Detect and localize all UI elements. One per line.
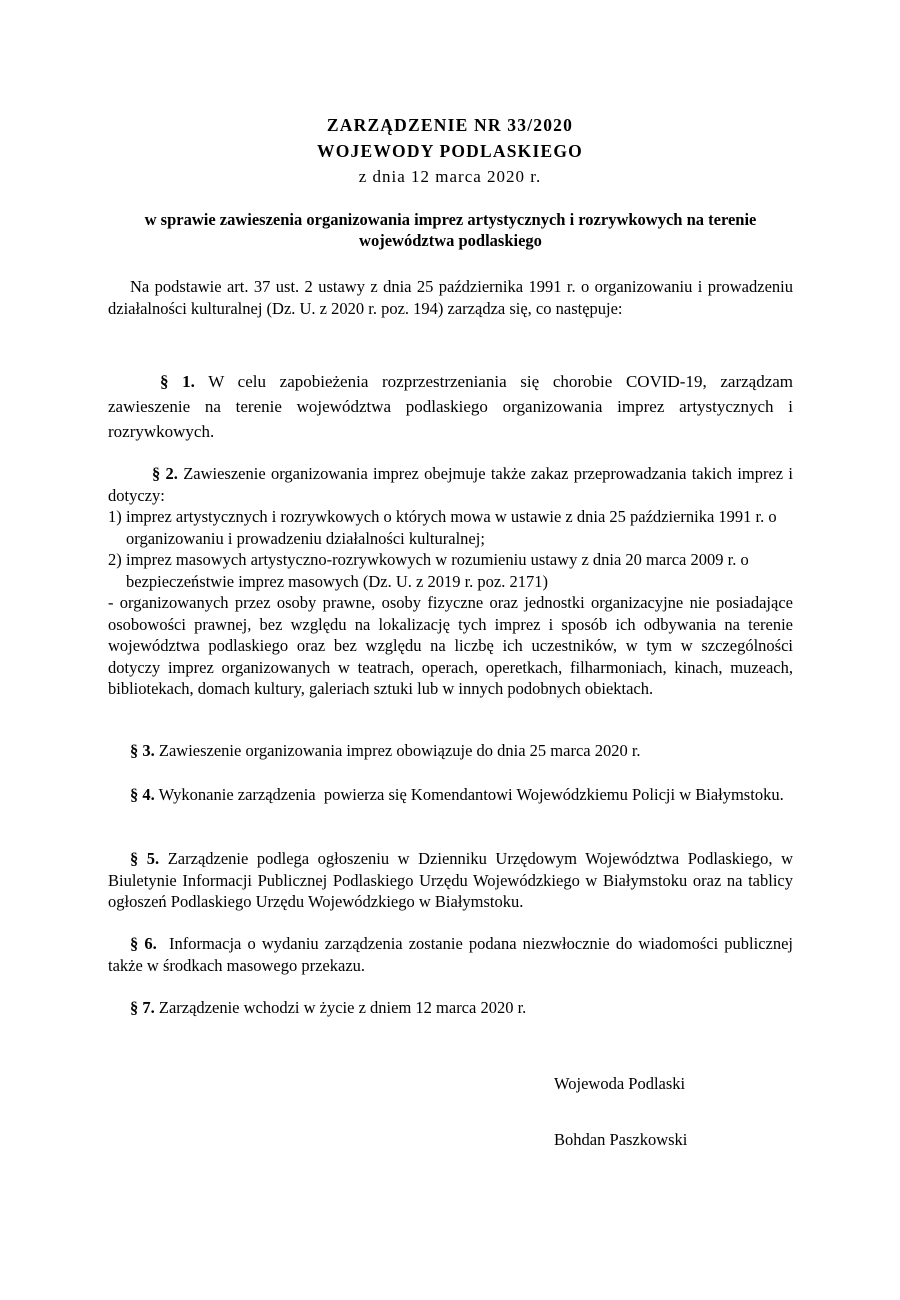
list-item-text: imprez artystycznych i rozrywkowych o których mowa w ustawie z dnia 25 października 1991 r. o organizowaniu i prowadzeniu działalności kulturalnej; (126, 507, 777, 548)
section-mark: § 6. (130, 934, 157, 953)
section-4 (108, 784, 793, 806)
section-3 (108, 740, 793, 762)
section-mark: § 4. (130, 785, 155, 804)
section-mark: § 3. (130, 741, 155, 760)
signatory-name: Bohdan Paszkowski (554, 1130, 688, 1149)
section-text: Wykonanie zarządzenia powierza się Komendantowi Wojewódzkiemu Policji w Białymstoku. (154, 785, 784, 804)
section-text: Zarządzenie wchodzi w życie z dniem 12 marca 2020 r. (154, 998, 527, 1017)
section-5 (108, 848, 793, 913)
signatory-role: Wojewoda Podlaski (554, 1074, 686, 1093)
section-text: Zawieszenie organizowania imprez obejmuje także zakaz przeprowadzania takich imprez i dotyczy: (108, 464, 794, 505)
section-6 (108, 933, 798, 976)
issuer: WOJEWODY PODLASKIEGO (317, 141, 583, 161)
ordinance-number: ZARZĄDZENIE NR 33/2020 (326, 115, 574, 135)
legal-basis-paragraph: Na podstawie art. 37 ust. 2 ustawy z dnia 25 października 1991 r. o organizowaniu i prowadzeniu działalności kulturalnej (Dz. U. z 2020 r. poz. 194) zarządza się, co następuje: (108, 277, 793, 318)
section-mark: § 7. (130, 998, 155, 1017)
section-1 (108, 369, 793, 444)
issue-date: z dnia 12 marca 2020 r. (358, 167, 542, 186)
list-item-number: 2) (108, 550, 122, 569)
section-lead (108, 463, 793, 506)
list-item (108, 506, 793, 549)
section-text: Zarządzenie podlega ogłoszeniu w Dzienniku Urzędowym Województwa Podlaskiego, w Biuletynie Informacji Publicznej Podlaskiego Urzędu Wojewódzkiego w Białymstoku oraz na tablicy ogłoszeń Podlaskiego Urzędu Wojewódzkiego w Białymstoku. (108, 849, 793, 911)
section-text: Zawieszenie organizowania imprez obowiązuje do dnia 25 marca 2020 r. (154, 741, 641, 760)
section-2 (108, 463, 793, 700)
section-mark: § 1. (160, 372, 195, 391)
list-item (108, 549, 793, 592)
section-2-scope-text: - organizowanych przez osoby prawne, osoby fizyczne oraz jednostki organizacyjne nie posiadające osobowości prawnej, bez względu na lokalizację tych imprez i sposób ich odbywania na terenie województwa podlaskiego oraz bez względu na liczbę ich uczestników, w tym w szczególności dotyczy imprez organizowanych w teatrach, operach, operetkach, filharmoniach, kinach, muzeach, bibliotekach, domach kultury, galeriach sztuki lub w innych podobnych obiektach. (108, 593, 793, 698)
section-mark: § 2. (152, 464, 178, 483)
section-7 (108, 997, 793, 1019)
section-text: W celu zapobieżenia rozprzestrzeniania się chorobie COVID-19, zarządzam zawieszenie na terenie województwa podlaskiego organizowania imprez artystycznych i rozrywkowych. (108, 372, 794, 441)
list-item-text: imprez masowych artystyczno-rozrywkowych w rozumieniu ustawy z dnia 20 marca 2009 r. o bezpieczeństwie imprez masowych (Dz. U. z 2019 r. poz. 2171) (126, 550, 749, 591)
section-text: Informacja o wydaniu zarządzenia zostanie podana niezwłocznie do wiadomości publicznej także w środkach masowego przekazu. (108, 934, 798, 975)
document-subject: w sprawie zawieszenia organizowania imprez artystycznych i rozrywkowych na terenie województwa podlaskiego (144, 210, 757, 250)
section-mark: § 5. (130, 849, 160, 868)
document-header (0, 112, 900, 190)
list-item-number: 1) (108, 507, 122, 526)
